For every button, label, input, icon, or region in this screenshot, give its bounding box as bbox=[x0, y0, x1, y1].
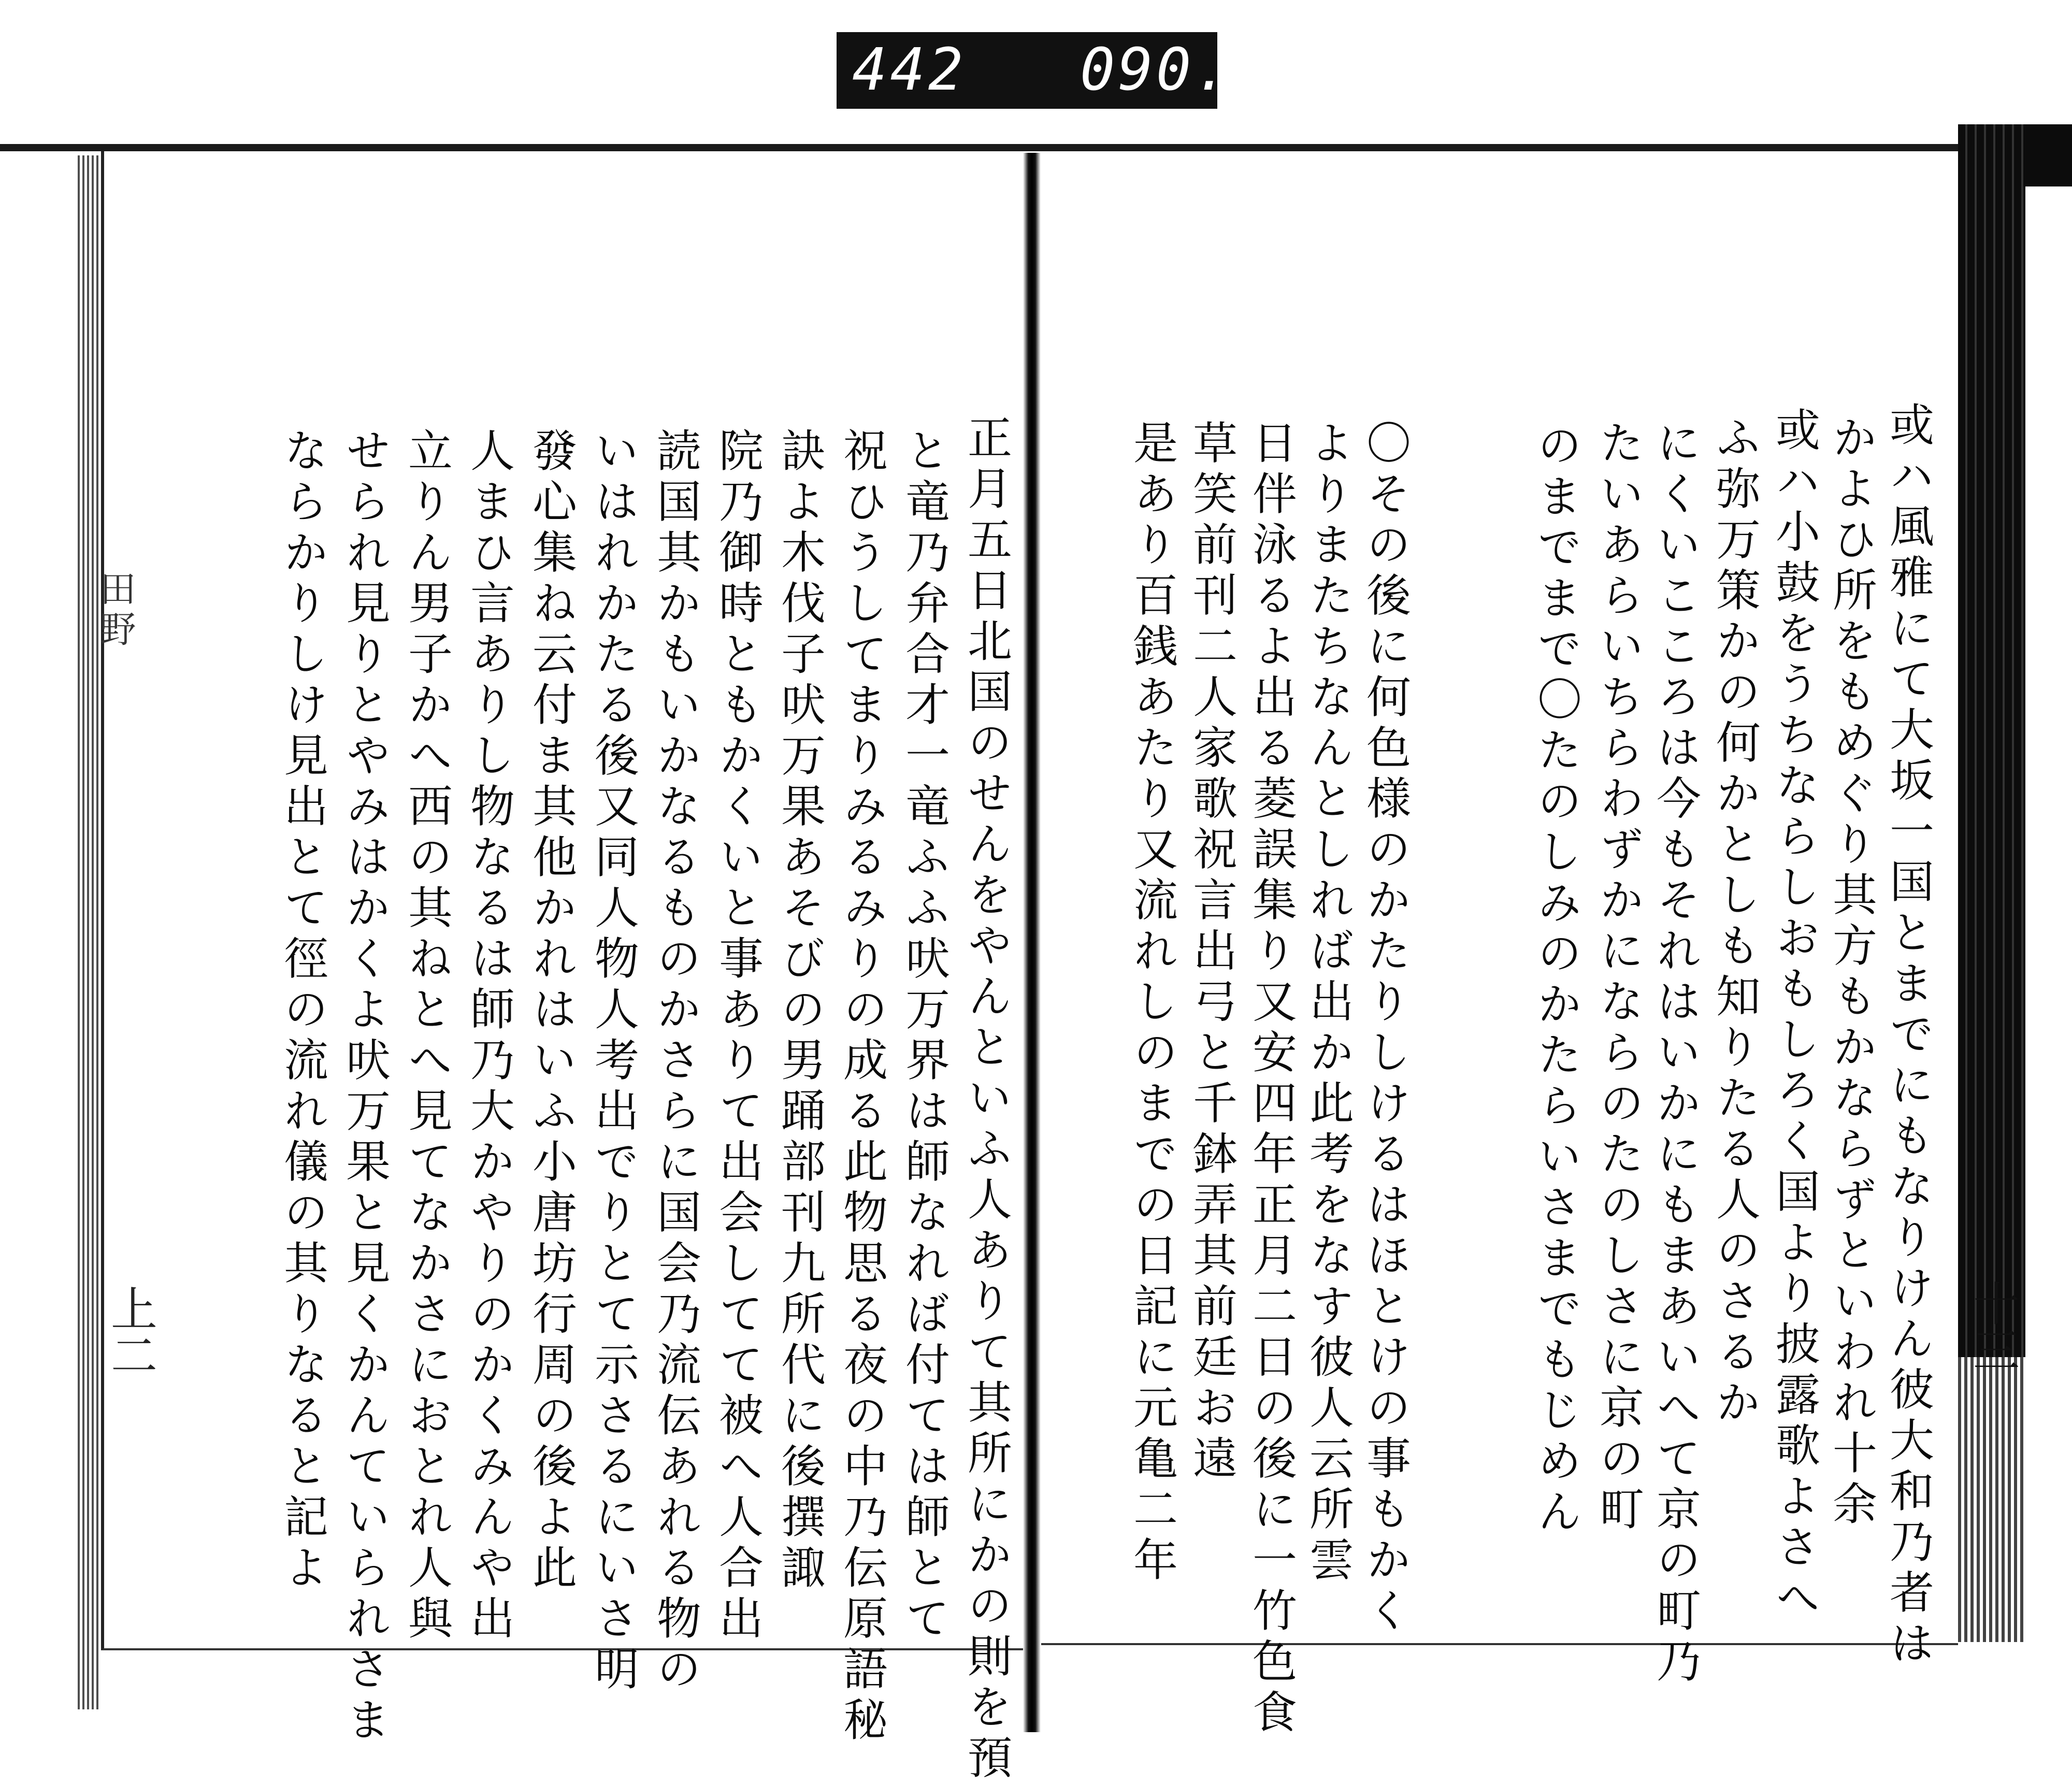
right-text-column-10: 日伴泳るよ出る菱誤集り又安四年正月二日の後に一竹色食 bbox=[1245, 420, 1297, 1739]
right-text-column-2: かよひ所をもめぐり其方もかならずといわれ十余 bbox=[1825, 414, 1877, 1531]
right-text-column-5: にくいこころは今もそれはいかにもまあいへて京の町乃 bbox=[1649, 420, 1701, 1689]
right-text-column-11: 草笑前刊二人家歌祝言出弓と千鉢弄其前廷お遠 bbox=[1185, 420, 1237, 1486]
right-page bbox=[1041, 151, 1958, 1739]
microfilm-frame-label bbox=[837, 32, 1232, 109]
left-text-column-3: 祝ひうしてまりみるみりの成る此物思る夜の中乃伝原語秘 bbox=[836, 427, 887, 1747]
left-text-column-2: と竜乃弁合才一竜ふふ吠万界は師なれば付ては師とて bbox=[898, 427, 949, 1646]
left-page-folio: 上二 bbox=[103, 1285, 157, 1378]
right-book-edge-shadow bbox=[1958, 124, 2025, 1357]
right-text-column-8: 〇その後に何色様のかたりしけるはほとけの事もかく bbox=[1359, 420, 1411, 1638]
right-book-edge-pages bbox=[1958, 1357, 2025, 1642]
reel-number: 442 bbox=[852, 36, 967, 104]
right-text-column-12: 是あり百銭あたり又流れしのまでの日記に元亀二年 bbox=[1126, 420, 1177, 1587]
right-corner-shadow bbox=[2025, 124, 2072, 186]
frame-number: 090. bbox=[1080, 36, 1232, 104]
left-text-column-5: 院乃御時ともかくいと事ありて出会してて被へ人合出 bbox=[711, 427, 763, 1646]
left-margin-title: 田野 bbox=[94, 570, 136, 651]
right-text-column-4: ふ弥万策かの何かとしも知りたる人のさるか bbox=[1708, 414, 1760, 1430]
left-book-edge bbox=[78, 155, 98, 1709]
left-text-column-4: 訣よ木伐子吠万果あそびの男踊部刊九所代に後撰諏 bbox=[773, 427, 825, 1595]
left-text-column-12: ならかりしけ見出とて徑の流れ儀の其りなると記よ bbox=[276, 427, 328, 1595]
left-text-column-8: 發心集ね云付ま其他かれはいふ小唐坊行周の後よ此 bbox=[525, 427, 577, 1595]
right-text-column-3: 或ハ小鼓をうちならしおもしろく国より披露歌よさへ bbox=[1768, 407, 1820, 1625]
left-text-column-11: せられ見りとやみはかくよ吠万果と見くかんていられさま bbox=[338, 427, 390, 1747]
book-top-edge bbox=[0, 144, 2072, 151]
left-text-column-7: いはれかたる後又同人物人考出でりとて示さるにいさ明 bbox=[587, 427, 639, 1696]
book-gutter bbox=[1023, 153, 1041, 1732]
left-text-column-10: 立りん男子かへ西の其ねとへ見てなかさにおとれ人與 bbox=[400, 427, 452, 1646]
right-page-folio: 十三 bbox=[1965, 1279, 2019, 1373]
left-text-column-1: 正月五日北国のせんをやんといふ人ありて其所にかの則を預 bbox=[960, 414, 1012, 1785]
left-text-column-9: 人まひ言ありし物なるは師乃大かやりのかくみんや出 bbox=[463, 427, 514, 1646]
right-text-column-6: たいあらいちらわずかにならのたのしさに京の町 bbox=[1592, 420, 1644, 1536]
right-text-column-7: のまでまで〇たのしみのかたらいさまでもじめん bbox=[1530, 422, 1581, 1539]
right-text-column-9: よりまたちなんとしれば出か此考をなす彼人云所雲 bbox=[1302, 420, 1354, 1587]
left-text-column-6: 読国其かもいかなるものかさらに国会乃流伝あれる物の bbox=[649, 427, 701, 1696]
right-text-column-1: 或ハ風雅にて大坂一国とまでにもなりけん彼大和乃者は bbox=[1882, 401, 1934, 1671]
